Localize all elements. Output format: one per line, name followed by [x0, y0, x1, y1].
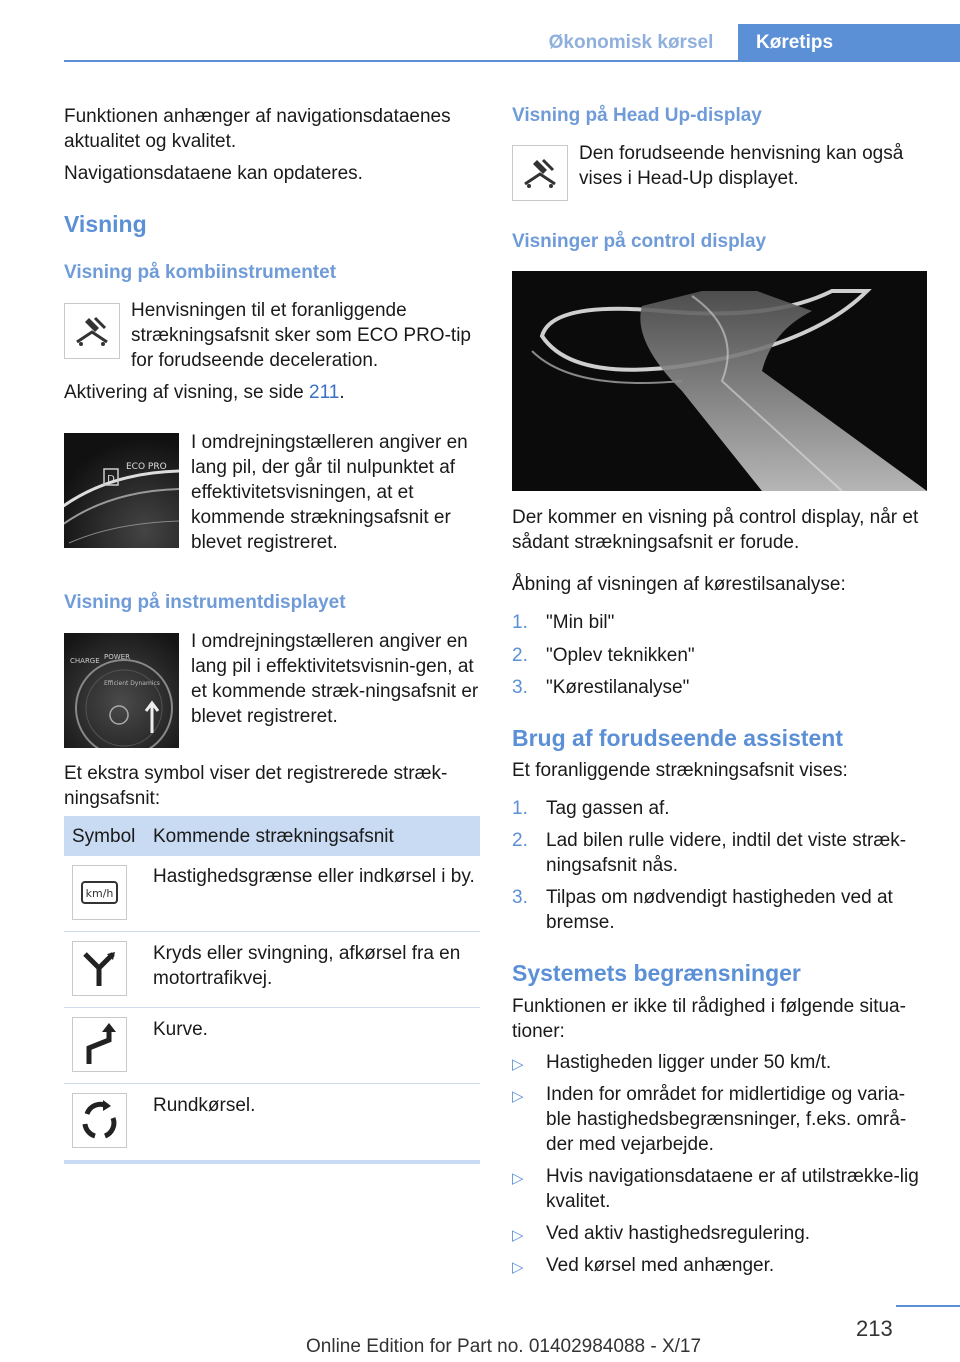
bullet-marker: ▷: [512, 1227, 524, 1244]
hud-text: Den forudseende henvisning kan også vises i Head-Up displayet.: [579, 143, 904, 189]
step-number: 2.: [512, 645, 528, 666]
step-number: 1.: [512, 612, 528, 633]
header-rule: [64, 60, 960, 62]
menu-step-korestilanalyse: "Kørestilanalyse": [546, 677, 690, 698]
header-section-tab[interactable]: Økonomisk kørsel: [548, 32, 714, 53]
table-row-1-desc: Hastighedsgrænse eller indkørsel i by.: [153, 866, 475, 887]
abning-text: Åbning af visningen af kørestilsanalyse:: [512, 574, 846, 595]
footer-edition: Online Edition for Part no. 01402984088 - X/17: [306, 1336, 702, 1357]
control-text: Der kommer en visning på control display, når et sådant strækningsafsnit er forude.: [512, 507, 919, 553]
gauge1-gear-label: D: [107, 474, 115, 485]
omdrej-text-1: I omdrejningstælleren angiver en lang pil, der går til nulpunktet af effektivitetsvisningen, at et kommende strækningsafsnit er blevet registreret.: [191, 432, 468, 553]
table-row-divider: [64, 931, 480, 932]
heading-begraensninger: Systemets begrænsninger: [512, 960, 801, 986]
limitation-item: Ved aktiv hastighedsregulering.: [546, 1223, 811, 1244]
table-row-divider: [64, 1083, 480, 1084]
aktivering-suffix: .: [339, 382, 345, 403]
table-row-3-desc: Kurve.: [153, 1019, 208, 1040]
step-number: 2.: [512, 830, 528, 851]
heading-brug: Brug af forudseende assistent: [512, 725, 844, 751]
gauge2-power-label: POWER: [104, 653, 130, 661]
menu-step-min-bil: "Min bil": [546, 612, 615, 633]
intro-paragraph: Funktionen anhænger af navigationsdataenes aktualitet og kvalitet.: [64, 106, 451, 152]
page-link-211[interactable]: 211: [309, 382, 340, 403]
bullet-marker: ▷: [512, 1170, 524, 1187]
step-number: 3.: [512, 887, 528, 908]
table-row-2-desc: Kryds eller svingning, afkørsel fra en motortrafikvej.: [153, 943, 461, 989]
omdrej-text-2: I omdrejningstælleren angiver en lang pil i effektivitetsvisnin-gen, at et kommende stræk-ningsafsnit er blevet registreret.: [191, 631, 479, 727]
brug-intro: Et foranliggende strækningsafsnit vises:: [512, 760, 848, 781]
heading-visning: Visning: [64, 211, 147, 237]
eco-coasting-icon: [64, 303, 120, 359]
step-number: 3.: [512, 677, 528, 698]
step-number: 1.: [512, 798, 528, 819]
table-col-symbol: Symbol: [72, 826, 136, 847]
gauge-image-efficient-dynamics: [64, 633, 179, 748]
page-number: 213: [856, 1316, 893, 1341]
table-row-4-desc: Rundkørsel.: [153, 1095, 256, 1116]
heading-kombiinstrument: Visning på kombiinstrumentet: [64, 262, 337, 283]
limitation-item: Ved kørsel med anhænger.: [546, 1255, 775, 1276]
begraensninger-intro: Funktionen er ikke til rådighed i følgende situa-tioner:: [512, 996, 906, 1042]
table-row-divider: [64, 1007, 480, 1008]
brug-step-2: Lad bilen rulle videre, indtil det viste stræk-ningsafsnit nås.: [546, 830, 907, 876]
footer-rule: [896, 1305, 960, 1307]
limitation-item: Hvis navigationsdataene er af utilstrække-lig kvalitet.: [546, 1166, 919, 1212]
speed-limit-icon-text: km/h: [85, 887, 114, 900]
update-paragraph: Navigationsdataene kan opdateres.: [64, 163, 363, 184]
bullet-marker: ▷: [512, 1056, 524, 1073]
curve-icon: [72, 1017, 127, 1072]
bullet-marker: ▷: [512, 1259, 524, 1276]
heading-instrumentdisplay: Visning på instrumentdisplayet: [64, 592, 346, 613]
aktivering-text: [64, 380, 480, 405]
heading-head-up: Visning på Head Up-display: [512, 105, 762, 126]
gauge2-ed-label: Efficient Dynamics: [104, 680, 160, 687]
table-bottom-rule: [64, 1160, 480, 1164]
speed-limit-icon: [72, 865, 127, 920]
eco-coasting-icon: [512, 145, 568, 201]
gauge2-charge-label: CHARGE: [70, 657, 100, 665]
kombi-text: Henvisningen til et foranliggende strækningsafsnit sker som ECO PRO-tip for forudseende deceleration.: [131, 300, 471, 371]
bullet-marker: ▷: [512, 1088, 524, 1105]
limitation-item: Inden for området for midlertidige og varia-ble hastighedsbegrænsninger, f.eks. områ-der med vejarbejde.: [546, 1084, 907, 1155]
limitation-item: Hastigheden ligger under 50 km/t.: [546, 1052, 832, 1073]
brug-step-1: Tag gassen af.: [546, 798, 670, 819]
brug-step-3: Tilpas om nødvendigt hastigheden ved at bremse.: [546, 887, 893, 933]
gauge-image-eco-pro: [64, 433, 179, 548]
control-display-road-image: [512, 271, 927, 491]
junction-icon: [72, 941, 127, 996]
ekstra-symbol-text: Et ekstra symbol viser det registrerede stræk-ningsafsnit:: [64, 763, 448, 809]
gauge1-mode-label: ECO PRO: [126, 462, 167, 472]
aktivering-prefix: Aktivering af visning, se side: [64, 382, 310, 403]
header-chapter-tab[interactable]: Køretips: [738, 24, 960, 62]
roundabout-icon: [72, 1093, 127, 1148]
menu-step-oplev-teknikken: "Oplev teknikken": [546, 645, 695, 666]
table-col-description: Kommende strækningsafsnit: [153, 826, 394, 847]
heading-control-display: Visninger på control display: [512, 231, 767, 252]
